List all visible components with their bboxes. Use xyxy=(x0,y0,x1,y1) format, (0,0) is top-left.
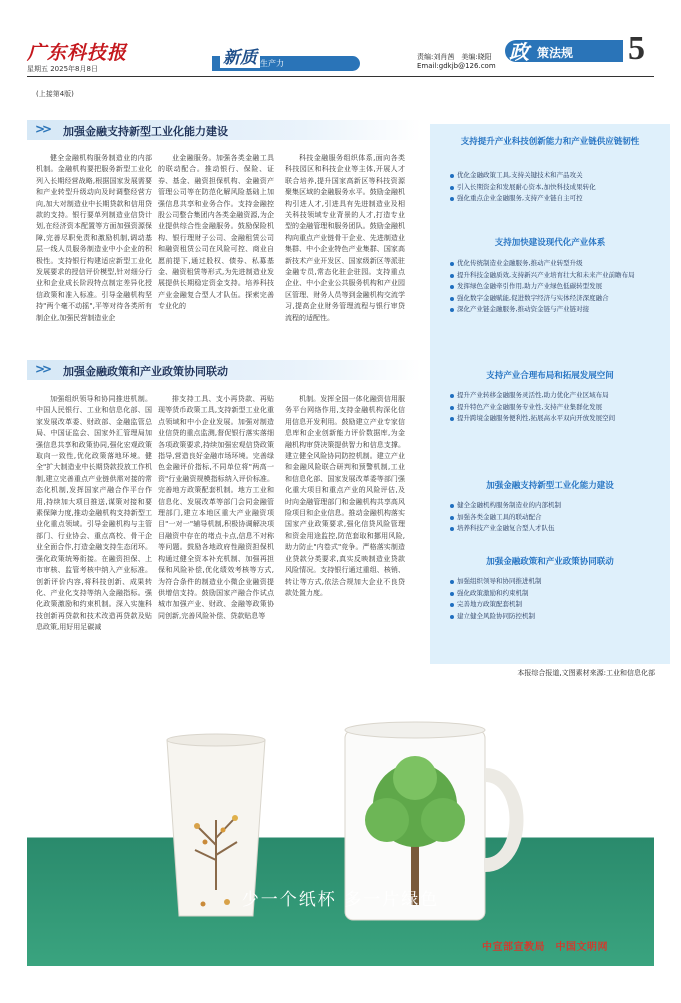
sidebar-list xyxy=(450,170,652,205)
paragraph: 排支持工具、支小再贷款、再贴现等货币政策工具,支持新型工业化重点领域和中小企业发展。加强对制造业信贷的重点监测,督促银行落实落细各项政策要求,持续加强宏观信贷政策指导,营造良好金融市场环境。完善绿色金融评价指标,不同单位将"两高一资"行业融资规模指标纳入评价标准。完善地方政策配套机制。地方工业和信息化、发展改革等部门会同金融管理部门,建立本地区重大产业融资项目"一对一"辅导机制,积极协调解决项目融资中存在的堵点卡点,信息不对称等问题。鼓励各地政府性融资担保机构通过健全资本补充机制、加强再担保和风险补偿,优化绩效考核等方式,为符合条件的制造业小微企业融资提供增信支持。鼓励国家产融合作试点城市加强产业、财政、金融等政策协同创新,完善风险补偿、贷款贴息等 xyxy=(158,395,274,620)
article-column xyxy=(36,394,152,632)
header-divider xyxy=(27,76,654,77)
sidebar-item: 强化重点企业金融服务,支持产业链自主可控 xyxy=(450,193,652,205)
sidebar-item: 优化金融政策工具,支持关键技术和产品攻关 xyxy=(450,170,652,182)
sidebar-item: 健全金融机构服务制造业的内部机制 xyxy=(450,500,652,512)
sidebar-item: 深化产业链金融服务,推动资金链与产业链对接 xyxy=(450,304,652,316)
paragraph: 科技金融服务组织体系,面向各类科技园区和科技企业等主体,开展人才联合培养,提升国家高新区等科技资源聚集区域的金融服务水平。鼓励金融机构引进人才,引进具有先进制造业及相关科技领域专业背景的人才,打造专业型的金融管理和服务团队。鼓励金融机构向重点产业链骨干企业、先进制造业集群、中小企业特色产业集群、国家高新技术产业开发区、国家级新区等派驻金融专员,常态化驻企驻园。支持重点企业、中小企业公共服务机构和产业园区管理、财务人员等到金融机构交流学习,提高企业财务管理流程与银行审贷流程的适配性。 xyxy=(285,154,405,322)
ad-credit: 中宣部宣教局 中国文明网 xyxy=(482,942,608,953)
double-chevron-icon: >> xyxy=(35,362,50,376)
sidebar-item: 提升特色产业金融服务专业性,支持产业集群化发展 xyxy=(450,402,652,414)
sidebar-heading: 加强金融政策和产业政策协同联动 xyxy=(486,557,614,567)
section-char: 新质 xyxy=(220,48,260,68)
sidebar-heading: 支持提升产业科技创新能力和产业链供应链韧性 xyxy=(460,137,640,147)
sidebar-item: 建立健全风险协同防控机制 xyxy=(450,611,652,623)
contact-email[interactable]: Email:gdkjb@126.com xyxy=(417,62,496,70)
sidebar-heading: 加强金融支持新型工业化能力建设 xyxy=(486,481,614,491)
sidebar-item: 引入长期资金和发展耐心资本,加快科技成果转化 xyxy=(450,182,652,194)
section-heading-1 xyxy=(27,120,422,140)
summary-sidebar xyxy=(430,124,670,664)
sidebar-item: 强化政策激励和约束机制 xyxy=(450,588,652,600)
sidebar-item: 优化传统制造业金融服务,推动产业转型升级 xyxy=(450,258,652,270)
article-column xyxy=(285,394,405,624)
sidebar-list xyxy=(450,576,652,622)
column-title xyxy=(505,40,623,62)
sidebar-item: 发挥绿色金融牵引作用,助力产业绿色低碳转型发展 xyxy=(450,281,652,293)
sidebar-item: 加强组织领导和协同推进机制 xyxy=(450,576,652,588)
page-number: 5 xyxy=(628,30,645,67)
paragraph: 业金融服务。加强各类金融工具的联动配合。推动银行、保险、证券、基金、融资担保机构、金融资产管理公司等在防范化解风险基础上加强信息共享和业务合作。支持金融控股公司整合集团内各类金融资源,为企业提供综合性金融服务。鼓励保险机构、银行理财子公司、金融租赁公司和融资租赁公司在风险可控、商业自愿前提下,通过股权、债券、私募基金、融资租赁等形式,为先进制造业发展提供长期稳定资金支持。培养科技产业金融复合型人才队伍。探索完善专业化的 xyxy=(158,154,274,311)
sidebar-heading: 支持产业合理布局和拓展发展空间 xyxy=(486,371,614,381)
paragraph: 加强组织领导和协同推进机制。中国人民银行、工业和信息化部、国家发展改革委、财政部、金融监管总局、中国证监会、国家外汇管理局加强信息共享和政策协同,强化宏观政策取向一致性,优化政策落地环境。健全"扩大制造业中长期贷款投放工作机制,建立完善重点产业链供需对接的常态化机制,发挥国家产融合作平台作用,持续加大项目推送,谋策对接和要素保障力度,推动金融机构支持新型工业化重点领域。引导金融机构与主管部门、行业协会、重点高校、骨干企业全面合作,打造金融支持生态闭环。强化政策统筹衔接。在融资担保、上市审核、监管考核中纳入产业标准。创新评价内容,将科技创新、成果转化、产业化支持等纳入金融指标。强化政策激励和约束机制。深入实施科技创新再贷款和技术改造再贷款及贴息政策,用好用足碳减 xyxy=(36,395,152,632)
masthead xyxy=(0,0,681,78)
section-heading-2 xyxy=(27,360,422,380)
continued-note: (上接第4版) xyxy=(36,90,74,98)
section-label: 生产力 xyxy=(260,59,284,68)
double-chevron-icon: >> xyxy=(35,122,50,136)
column-label: 策法规 xyxy=(537,46,574,60)
source-credit: 本报综合报道,文图素材来源:工业和信息化部 xyxy=(517,669,655,677)
sidebar-item: 完善地方政策配套机制 xyxy=(450,599,652,611)
newspaper-logo: 广东科技报 xyxy=(27,42,128,64)
column-char: 政 xyxy=(509,40,529,64)
sidebar-list xyxy=(450,500,652,535)
sidebar-item: 提升科技金融质效,支持新兴产业培育壮大和未来产业前瞻布局 xyxy=(450,270,652,282)
sidebar-list xyxy=(450,390,652,425)
ad-illustration xyxy=(27,680,654,966)
paragraph: 健全金融机构服务制造业的内部机制。金融机构要把服务新型工业化列入长期经营战略,根据国家发展需要和产业转型升级动向及时调整经营方向,加大对制造业中长期贷款和信用贷款的支持。银行要单列制造业信贷计划,在经济资本配置等方面加强资源保障,完善尽职免责和激励机制,调动基层一线人员服务制造业中小企业的积极性。支持银行构建适应新型工业化发展要求的授信评价模型,针对细分行业和企业成长阶段特点制定差异化授信政策和准入标准。引导金融机构坚持"两个毫不动摇",平等对待各类所有制企业,加强民营制造业企 xyxy=(36,154,152,322)
sidebar-item: 强化数字金融赋能,促进数字经济与实体经济深度融合 xyxy=(450,293,652,305)
sidebar-item: 加强各类金融工具的联动配合 xyxy=(450,512,652,524)
section-title: 加强金融政策和产业政策协同联动 xyxy=(63,365,228,378)
sidebar-item: 提升跨境金融服务便利性,拓展高水平双向开放发展空间 xyxy=(450,413,652,425)
sidebar-item: 培养科技产业金融复合型人才队伍 xyxy=(450,523,652,535)
article-column xyxy=(36,153,152,329)
article-column xyxy=(285,153,405,329)
article-column xyxy=(158,153,274,329)
ad-slogan: 少一个纸杯 多一片绿色 xyxy=(241,890,440,910)
public-service-ad xyxy=(27,680,654,966)
sidebar-heading: 支持加快建设现代化产业体系 xyxy=(494,238,606,248)
section-title: 加强金融支持新型工业化能力建设 xyxy=(63,125,228,138)
issue-date: 星期五 2025年8月8日 xyxy=(27,65,98,73)
article-column xyxy=(158,394,274,624)
editors-line: 责编:刘肖茜 美编:晓阳 xyxy=(417,53,492,61)
section-tag xyxy=(212,48,360,71)
sidebar-list xyxy=(450,258,652,316)
sidebar-item: 提升产业转移金融服务灵活性,助力优化产业区域布局 xyxy=(450,390,652,402)
paragraph: 机制。发挥全国一体化融资信用服务平台网络作用,支持金融机构深化信用信息开发利用。鼓励建立产业专家信息库和企业创新能力评价数据库,为金融机构审贷决策提供智力和信息支撑。建立健全风险协同防控机制。建立产业和金融风险联合研判和预警机制,工业和信息化部、国家发展改革委等部门强化重大项目和重点产业的风险评估,及时向金融管理部门和金融机构共享高风险项目和企业信息。推动金融机构落实国家产业政策要求,强化信贷风险管理和资金用途监控,防范套取和挪用风险,助力防止"内卷式"竞争。严格落实制造业贷款分类要求,真实反映制造业贷款风险情况。支持银行通过重组、核销、转让等方式,依法合规加大企业不良贷款处置力度。 xyxy=(285,395,405,597)
